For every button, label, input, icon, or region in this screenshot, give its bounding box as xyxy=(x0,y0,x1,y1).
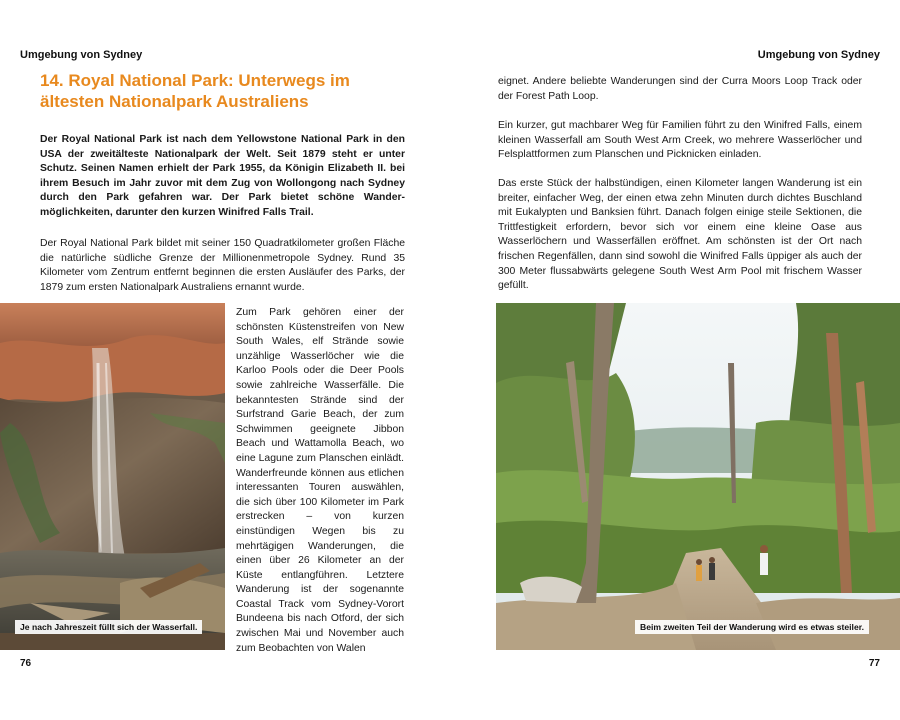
chapter-title: 14. Royal National Park: Unterwegs im ältesten Nationalpark Australiens xyxy=(40,71,350,111)
running-head-right: Umgebung von Sydney xyxy=(757,49,880,61)
family-walk-paragraph: Ein kurzer, gut machbarer Weg für Familien führt zu den Winifred Falls, einem kleinen Wasserfall am South West Arm Creek, wo mehrere Wasserlöcher und Felsplattformen zum Planschen und Picknicken einladen. xyxy=(498,120,862,161)
bush-trail-photo xyxy=(496,303,900,650)
running-head-left: Umgebung von Sydney xyxy=(20,49,143,61)
continuation-paragraph: eignet. Andere beliebte Wanderungen sind der Curra Moors Loop Track oder der Forest Path Loop. xyxy=(498,76,862,102)
waterfall-illustration xyxy=(0,303,225,650)
photo-caption-right: Beim zweiten Teil der Wanderung wird es etwas steiler. xyxy=(635,620,869,634)
waterfall-photo xyxy=(0,303,225,650)
column-paragraph: Zum Park gehören einer der schönsten Küstenstreifen von New South Wales, elf Strände sowie unzählige Wasserlöcher wie die Karloo Pools oder die Deer Pools sowie zahlreiche Wasserfälle. Die bekanntesten Strände sind der Surfstrand Garie Beach, der zum Schwimmen geeignete Jibbon Beach und Wattamolla Beach, wo eine Lagune zum Planschen einlädt. Wanderfreunde können aus etlichen interessanten Touren auswählen, die sich über 100 Kilometer im Park erstrecken – von kurzen einstündigen Wegen bis zu mehrtägigen Wanderungen, die einen über 26 Kilometer an der Küste entlangführen. Letztere Wanderung ist der sogenannte Coastal Track vom Sydney-Vorort Bundeena bis nach Otford, der sich zwischen Mai und November auch zum Beobachten von Walen xyxy=(236,307,404,654)
right-page xyxy=(450,0,900,720)
intro-paragraph: Der Royal National Park bildet mit seiner 150 Quadratkilometer großen Fläche die natürliche südliche Grenze der Millionenmetropole Sydney. Rund 35 Kilometer vom Zentrum entfernt beginnen die ersten Ausläufer des Parks, der 1879 zum ersten Nationalpark Australiens ernannt wurde. xyxy=(40,238,405,293)
trail-description-paragraph: Das erste Stück der halbstündigen, einen Kilometer langen Wanderung ist ein breiter, einfacher Weg, der einen etwa zehn Minuten durch dichtes Buschland mit Eukalypten und Banksien führt. Danach folgen einige steile Sektionen, die Trittfestigkeit erfordern, bevor sich vor einem eine kleine Oase aus Wasserlöchern und Wasserfällen eröffnet. Am schönsten ist der Ort nach frischen Regenfällen, dann sind sowohl die Winifred Falls üppiger als auch der 300 Meter flussabwärts gelegene South West Arm Pool mit frischem Wasser gefüllt. xyxy=(498,178,862,292)
photo-caption-left: Je nach Jahreszeit füllt sich der Wasserfall. xyxy=(15,620,202,634)
page-number-left: 76 xyxy=(20,658,32,669)
lead-paragraph: Der Royal National Park ist nach dem Yellowstone National Park in den USA der zweitälteste Nationalpark der Welt. Seit 1879 steht er unter Schutz. Seinen Namen erhielt der Park 1955, da Königin Elizabeth II. bei ihrem Besuch im Jahr zuvor mit dem Zug von Wollongong nach Sydney durch den Park gefahren war. Der Park bietet schöne Wandermöglichkeiten, darunter den kurzen Winifred Falls Trail. xyxy=(40,134,405,218)
page-number-right: 77 xyxy=(868,658,880,669)
trail-illustration xyxy=(496,303,900,650)
